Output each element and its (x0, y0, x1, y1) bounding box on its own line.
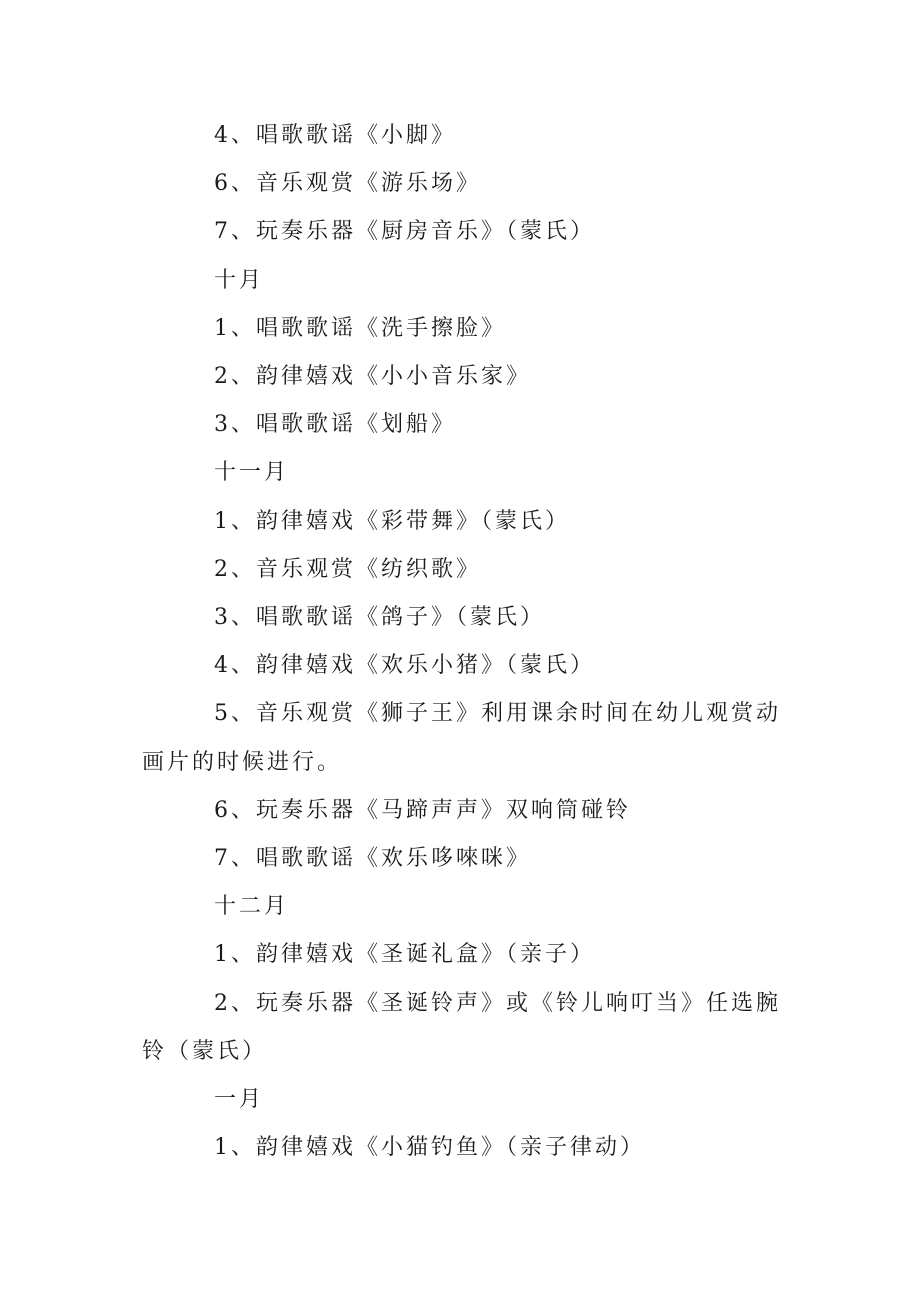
list-item-chufang-yinyue: 7、玩奏乐器《厨房音乐》（蒙氏） (214, 219, 595, 245)
month-heading-october: 十月 (214, 267, 265, 293)
list-item-song-xiaojiao: 4、唱歌歌谣《小脚》 (214, 123, 456, 148)
month-heading-november: 十一月 (214, 460, 290, 486)
document-body (142, 112, 782, 1172)
list-item-xiaoxiao-yinyuejia: 2、韵律嬉戏《小小音乐家》 (214, 364, 531, 390)
list-item-gezi: 3、唱歌歌谣《鸽子》（蒙氏） (214, 605, 545, 631)
list-item-xiaomao-diaoyu: 1、韵律嬉戏《小猫钓鱼》（亲子律动） (214, 1135, 645, 1161)
month-heading-december: 十二月 (214, 894, 290, 920)
list-item-huanle-xiaozhu: 4、韵律嬉戏《欢乐小猪》（蒙氏） (214, 653, 595, 679)
list-item-shiziwang: 5、音乐观赏《狮子王》利用课余时间在幼儿观赏动画片的时候进行。 (142, 701, 781, 775)
list-item-mati-shengsheng: 6、玩奏乐器《马蹄声声》双响筒碰铃 (214, 797, 631, 823)
list-item-fangzhige: 2、音乐观赏《纺织歌》 (214, 556, 481, 582)
list-item-caidaiwu: 1、韵律嬉戏《彩带舞》（蒙氏） (214, 508, 570, 534)
list-item-huachuan: 3、唱歌歌谣《划船》 (214, 412, 456, 438)
list-item-youlechang: 6、音乐观赏《游乐场》 (214, 171, 481, 197)
list-item-huanle-duolaimi: 7、唱歌歌谣《欢乐哆唻咪》 (214, 846, 531, 872)
month-heading-january: 一月 (214, 1087, 265, 1113)
list-item-shengdan-lihe: 1、韵律嬉戏《圣诞礼盒》（亲子） (214, 942, 595, 968)
list-item-shengdan-lingsheng: 2、玩奏乐器《圣诞铃声》或《铃儿响叮当》任选腕铃（蒙氏） (142, 990, 781, 1064)
list-item-xishou-calian: 1、唱歌歌谣《洗手擦脸》 (214, 315, 506, 341)
